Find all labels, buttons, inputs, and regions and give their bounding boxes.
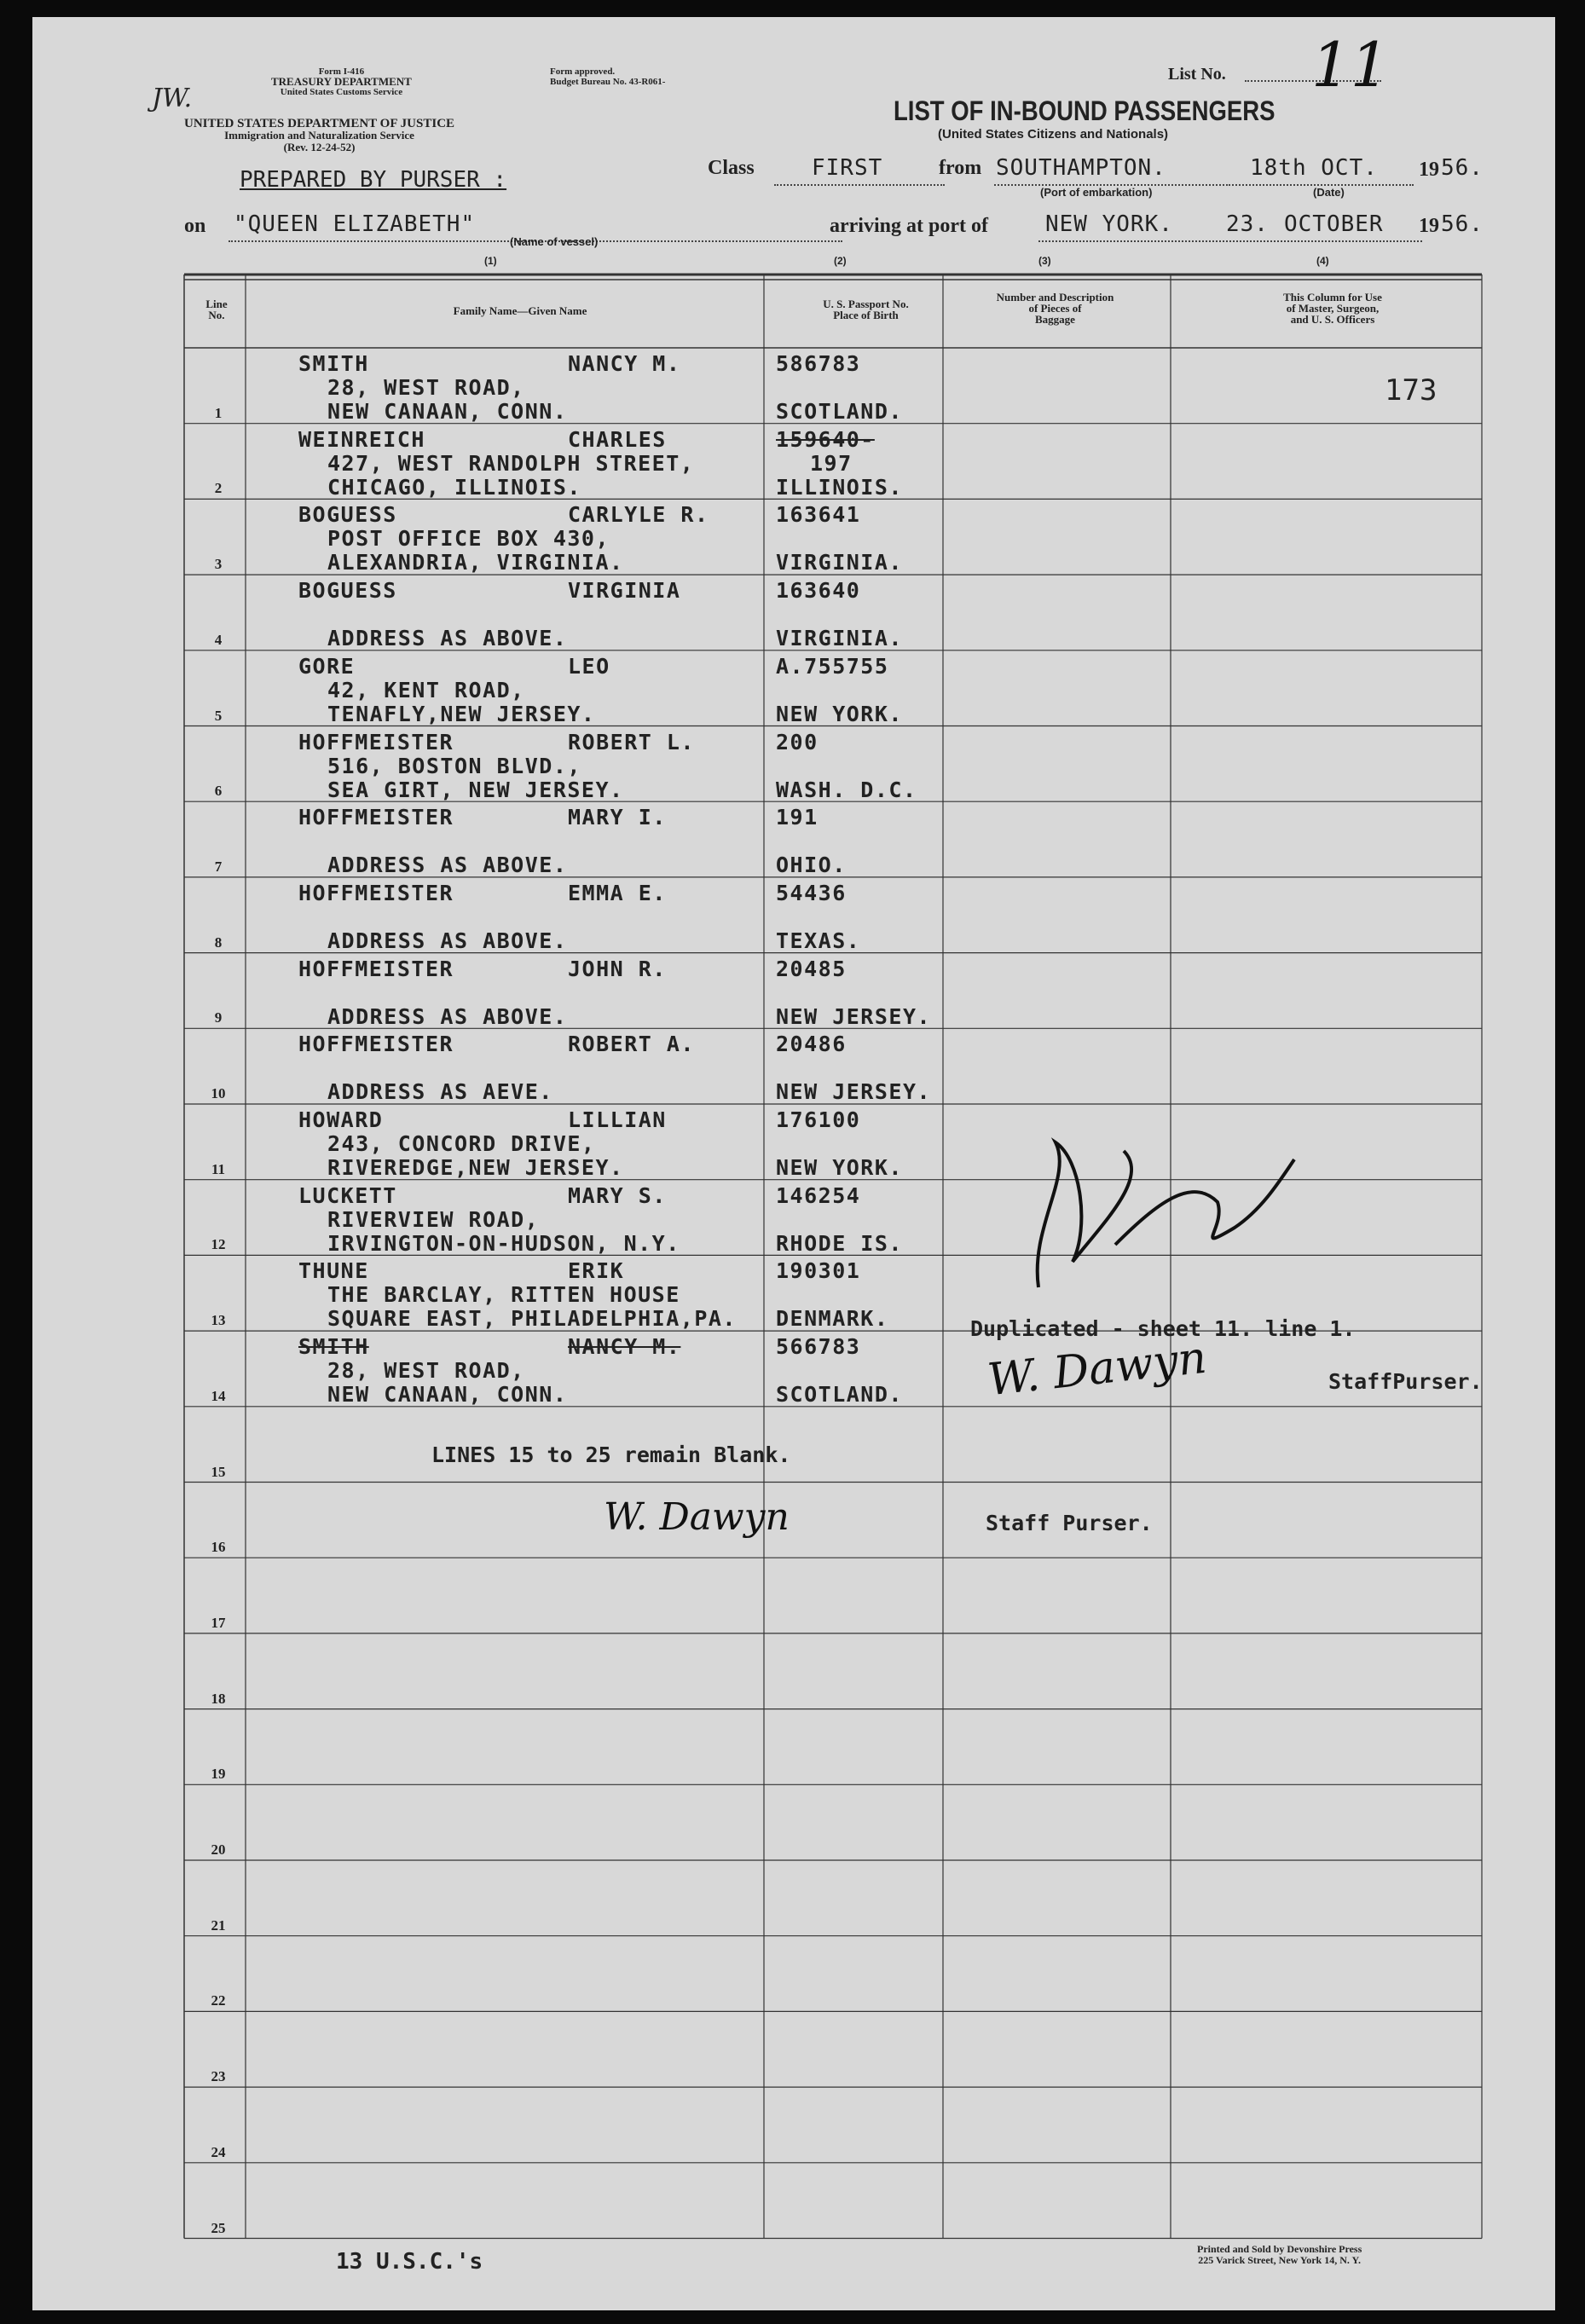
passenger-list-form (32, 17, 1555, 2310)
line-number: 5 (214, 707, 223, 724)
passenger-given-name: NANCY M. (568, 1334, 681, 1360)
line-number: 21 (211, 1916, 226, 1934)
passport-number: 586783 (776, 351, 861, 376)
passenger-given-name: ERIK (568, 1258, 625, 1284)
place-of-birth: NEW JERSEY. (776, 1079, 932, 1105)
passenger-address-line-2: ADDRESS AS AEVE. (327, 1079, 553, 1105)
col-num-1: (1) (484, 255, 497, 267)
place-of-birth: RHODE IS. (776, 1230, 903, 1256)
baggage-header-2: of Pieces of (1028, 302, 1082, 315)
year-prefix-2: 19 (1419, 215, 1439, 237)
passenger-given-name: VIRGINIA (568, 578, 681, 604)
place-of-birth: VIRGINIA. (776, 626, 903, 651)
passenger-address-line-2: CHICAGO, ILLINOIS. (327, 474, 581, 500)
passenger-address-line-2: NEW CANAAN, CONN. (327, 1382, 568, 1408)
place-of-birth: VIRGINIA. (776, 550, 903, 575)
passenger-address-line-2: ADDRESS AS ABOVE. (327, 853, 568, 878)
passenger-address-line-1: THE BARCLAY, RITTEN HOUSE (327, 1282, 680, 1308)
passenger-family-name: HOFFMEISTER (298, 805, 454, 830)
duplicated-note: Duplicated - sheet 11. line 1. (970, 1316, 1356, 1341)
place-of-birth: SCOTLAND. (776, 1382, 903, 1408)
passport-header-1: U. S. Passport No. (823, 298, 909, 310)
officers-header-3: and U. S. Officers (1290, 313, 1375, 326)
passenger-address-line-1: 427, WEST RANDOLPH STREET, (327, 450, 695, 476)
place-of-birth: ILLINOIS. (776, 474, 903, 500)
passenger-address-line-1: 516, BOSTON BLVD., (327, 753, 581, 778)
ins-label: Immigration and Naturalization Service (224, 129, 414, 142)
passenger-family-name: HOWARD (298, 1107, 384, 1132)
treasury-dept: TREASURY DEPARTMENT (271, 75, 412, 88)
passport-number: 176100 (776, 1107, 861, 1132)
passenger-given-name: ROBERT L. (568, 729, 695, 754)
line-number: 23 (211, 2068, 226, 2085)
passenger-address-line-1: 28, WEST ROAD, (327, 375, 525, 400)
passenger-family-name: HOFFMEISTER (298, 880, 454, 905)
passenger-address-line-1: RIVERVIEW ROAD, (327, 1206, 540, 1232)
col-num-2: (2) (834, 255, 847, 267)
passport-number-corrected: 197 (810, 450, 853, 476)
passenger-address-line-2: ADDRESS AS ABOVE. (327, 928, 568, 953)
passport-number: 566783 (776, 1334, 861, 1360)
passport-number: 200 (776, 729, 819, 754)
lines-blank-note: LINES 15 to 25 remain Blank. (431, 1442, 791, 1467)
passenger-address-line-1: 28, WEST ROAD, (327, 1358, 525, 1384)
port-embark-caption: (Port of embarkation) (1040, 186, 1153, 199)
printer-credit (1197, 2244, 1362, 2266)
place-of-birth: NEW YORK. (776, 701, 903, 726)
place-of-birth: NEW JERSEY. (776, 1003, 932, 1029)
line-number: 7 (214, 858, 223, 875)
passenger-address-line-1: 243, CONCORD DRIVE, (327, 1131, 596, 1156)
passenger-family-name: HOFFMEISTER (298, 956, 454, 981)
col-header-passport (761, 298, 970, 321)
passport-header-2: Place of Birth (833, 309, 899, 321)
from-label: from (939, 157, 982, 179)
passenger-address-line-2: SQUARE EAST, PHILADELPHIA,PA. (327, 1306, 737, 1332)
line-number: 17 (211, 1614, 226, 1631)
line-number: 2 (214, 480, 223, 497)
printer-line-2: 225 Varick Street, New York 14, N. Y. (1198, 2254, 1362, 2266)
purser-signature: W. Dawyn (604, 1495, 790, 1539)
col-header-baggage (942, 292, 1168, 325)
passenger-given-name: EMMA E. (568, 880, 667, 905)
arrival-port: NEW YORK. (1045, 211, 1173, 237)
line-number: 11 (211, 1160, 226, 1177)
class-value: FIRST (812, 155, 883, 181)
prepared-by: PREPARED BY PURSER : (240, 167, 507, 193)
passport-number: 163640 (776, 578, 861, 604)
form-title: LIST OF IN-BOUND PASSENGERS (894, 95, 1276, 126)
line-number: 16 (211, 1539, 226, 1556)
passenger-given-name: CHARLES (568, 426, 667, 452)
passenger-family-name: LUCKETT (298, 1182, 397, 1208)
class-label: Class (708, 157, 755, 179)
list-no-label: List No. (1168, 65, 1226, 84)
passenger-family-name: SMITH (298, 1334, 369, 1360)
passport-number: 146254 (776, 1182, 861, 1208)
passport-number: 54436 (776, 880, 847, 905)
col-header-officers (1171, 292, 1495, 325)
line-number: 8 (214, 934, 223, 951)
passport-number: 163641 (776, 502, 861, 528)
year-prefix-1: 19 (1419, 159, 1439, 181)
line-number: 10 (211, 1085, 226, 1101)
dept-justice: UNITED STATES DEPARTMENT OF JUSTICE (184, 117, 455, 130)
passenger-family-name: HOFFMEISTER (298, 1032, 454, 1057)
staff-purser-note-2: Staff Purser. (986, 1511, 1153, 1535)
date-caption: (Date) (1313, 186, 1345, 199)
form-number: Form I-416 (318, 66, 365, 77)
line-number: 4 (214, 631, 223, 648)
vessel-name: "QUEEN ELIZABETH" (234, 211, 476, 237)
line-number: 20 (211, 1841, 226, 1858)
on-label: on (184, 215, 206, 237)
passenger-address-line-1: POST OFFICE BOX 430, (327, 526, 610, 552)
col-header-line-no (191, 298, 242, 321)
passenger-address-line-2: TENAFLY,NEW JERSEY. (327, 701, 596, 726)
passenger-address-line-2: ADDRESS AS ABOVE. (327, 1003, 568, 1029)
line-header-1: Line (205, 298, 228, 310)
passenger-given-name: MARY S. (568, 1182, 667, 1208)
passenger-family-name: THUNE (298, 1258, 369, 1284)
officer-mark-row-1: 173 (1385, 373, 1437, 408)
year-2: 56. (1441, 211, 1484, 237)
passport-number: 20485 (776, 956, 847, 981)
passenger-family-name: HOFFMEISTER (298, 729, 454, 754)
passenger-address-line-2: NEW CANAAN, CONN. (327, 399, 568, 424)
officers-header-2: of Master, Surgeon, (1286, 302, 1380, 315)
place-of-birth: SCOTLAND. (776, 399, 903, 424)
port-embarkation: SOUTHAMPTON. (996, 155, 1166, 181)
footer-count: 13 U.S.C.'s (336, 2249, 483, 2275)
line-header-2: No. (208, 309, 225, 321)
passenger-address-line-2: SEA GIRT, NEW JERSEY. (327, 777, 624, 802)
passenger-family-name: SMITH (298, 351, 369, 376)
purser-signature-2: W. Dawyn (985, 1332, 1209, 1407)
passenger-address-line-1: 42, KENT ROAD, (327, 677, 525, 702)
passenger-given-name: LEO (568, 653, 610, 679)
passenger-family-name: BOGUESS (298, 578, 397, 604)
line-number: 14 (211, 1387, 226, 1404)
col-header-name: Family Name—Given Name (453, 304, 587, 317)
staff-purser-note-1: StaffPurser. (1328, 1369, 1483, 1394)
form-subtitle: (United States Citizens and Nationals) (938, 127, 1169, 142)
arrival-month: OCTOBER (1284, 211, 1384, 237)
line-number: 12 (211, 1236, 226, 1253)
officers-header-1: This Column for Use (1283, 291, 1382, 304)
passenger-family-name: BOGUESS (298, 502, 397, 528)
line-number: 25 (211, 2219, 226, 2236)
vessel-caption: (Name of vessel) (510, 235, 599, 248)
passenger-given-name: MARY I. (568, 805, 667, 830)
passenger-address-line-2: IRVINGTON-ON-HUDSON, N.Y. (327, 1230, 680, 1256)
line-number: 19 (211, 1766, 226, 1783)
baggage-header-1: Number and Description (996, 291, 1114, 304)
list-no-value: 11 (1311, 29, 1390, 101)
customs-service: United States Customs Service (280, 87, 403, 97)
revision-date: (Rev. 12-24-52) (283, 141, 356, 153)
place-of-birth: TEXAS. (776, 928, 861, 953)
passport-number: 20486 (776, 1032, 847, 1057)
place-of-birth: DENMARK. (776, 1306, 889, 1332)
passenger-family-name: GORE (298, 653, 356, 679)
line-number: 3 (214, 556, 223, 573)
passport-number: 159640- (776, 426, 875, 452)
passenger-address-line-2: RIVEREDGE,NEW JERSEY. (327, 1155, 624, 1180)
passenger-given-name: CARLYLE R. (568, 502, 709, 528)
passport-number: A.755755 (776, 653, 889, 679)
passenger-address-line-2: ALEXANDRIA, VIRGINIA. (327, 550, 624, 575)
passenger-address-line-2: ADDRESS AS ABOVE. (327, 626, 568, 651)
passport-number: 190301 (776, 1258, 861, 1284)
departure-date: 18th OCT. (1250, 155, 1378, 181)
line-number: 15 (211, 1463, 226, 1480)
line-number: 9 (214, 1009, 223, 1026)
line-number: 22 (211, 1992, 226, 2009)
passenger-given-name: JOHN R. (568, 956, 667, 981)
form-approved: Form approved. (550, 66, 616, 77)
year-1: 56. (1441, 155, 1484, 181)
passenger-given-name: ROBERT A. (568, 1032, 695, 1057)
passenger-family-name: WEINREICH (298, 426, 425, 452)
line-number: 24 (211, 2143, 226, 2160)
place-of-birth: WASH. D.C. (776, 777, 917, 802)
place-of-birth: NEW YORK. (776, 1155, 903, 1180)
col-num-3: (3) (1038, 255, 1051, 267)
scribble-icon (1021, 1125, 1303, 1296)
line-number: 13 (211, 1312, 226, 1329)
budget-bureau: Budget Bureau No. 43-R061- (550, 77, 666, 87)
line-number: 18 (211, 1690, 226, 1707)
arrival-day: 23. (1226, 211, 1269, 237)
inspector-scribble (1021, 1125, 1303, 1296)
arriving-label: arriving at port of (830, 215, 988, 237)
line-number: 1 (214, 404, 223, 421)
place-of-birth: OHIO. (776, 853, 847, 878)
baggage-header-3: Baggage (1035, 313, 1075, 326)
passenger-given-name: LILLIAN (568, 1107, 667, 1132)
passport-number: 191 (776, 805, 819, 830)
clerk-initials: JW. (152, 84, 193, 113)
printer-line-1: Printed and Sold by Devonshire Press (1197, 2243, 1362, 2255)
passenger-given-name: NANCY M. (568, 351, 681, 376)
line-number: 6 (214, 783, 223, 800)
col-num-4: (4) (1316, 255, 1329, 267)
